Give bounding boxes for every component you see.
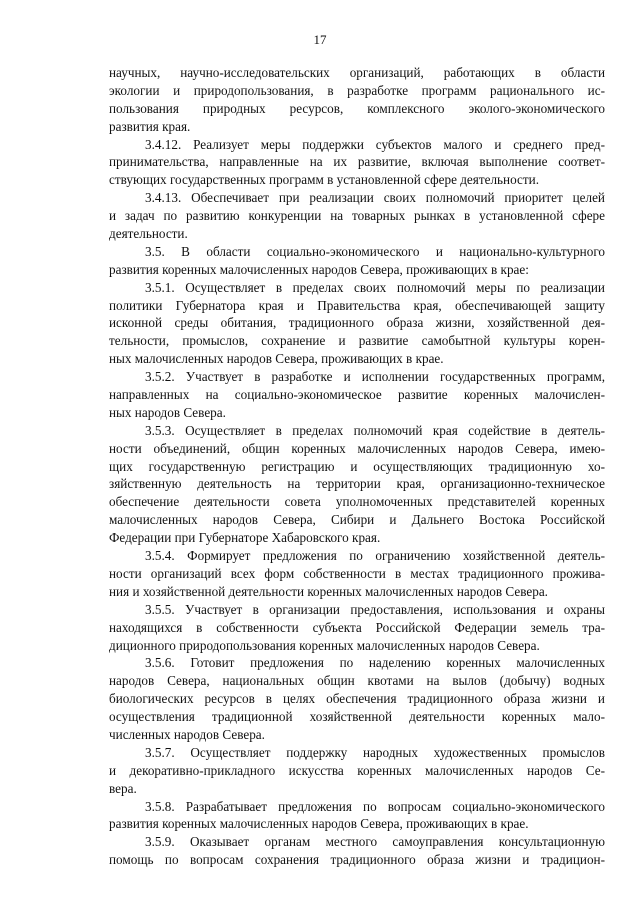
text-line: ных народов Севера. (109, 404, 226, 420)
text-line: численных народов Севера. (109, 726, 265, 742)
text-line: диционного природопользования коренных малочисленных народов Севера. (109, 637, 540, 653)
text-line: пользования природных ресурсов, комплексного эколого-экономического (109, 100, 605, 116)
text-line: 3.5.9. Оказывает органам местного самоуправления консультационную (145, 834, 605, 850)
text-line: ствующих государственных программ в установленной сфере деятельности. (109, 172, 540, 188)
text-line: 3.5.4. Формирует предложения по ограничению хозяйственной деятель- (145, 548, 605, 564)
page-number: 17 (313, 32, 327, 47)
text-line: деятельности. (109, 226, 188, 242)
text-line: 3.5.5. Участвует в организации предоставления, использования и охраны (145, 601, 605, 617)
text-line: ных малочисленных народов Севера, проживающих в крае. (109, 351, 444, 367)
document-body (109, 64, 605, 869)
text-line: и задач по развитию конкуренции на товарных рынках в установленной сфере (109, 208, 605, 224)
text-line: ния и хозяйственной деятельности коренных малочисленных народов Севера. (109, 583, 548, 599)
text-line: малочисленных народов Севера, Сибири и Дальнего Востока Российской (109, 512, 605, 528)
text-line: ности организаций всех форм собственности в местах традиционного прожива- (109, 565, 605, 581)
text-line: обеспечение деятельности совета уполномоченных представителей коренных (109, 494, 605, 510)
text-line: осуществления традиционной хозяйственной деятельности коренных мало- (109, 709, 605, 725)
text-line: 3.5.8. Разрабатывает предложения по вопросам социально-экономического (145, 798, 605, 814)
text-line: зяйственную деятельность на территории края, организационно-техническое (109, 476, 605, 492)
text-line: 3.5.1. Осуществляет в пределах своих полномочий меры по реализации (145, 279, 605, 295)
text-line: 3.5. В области социально-экономического и национально-культурного (145, 243, 605, 259)
text-line: направленных на социально-экономическое развитие коренных малочислен- (109, 387, 605, 403)
text-line: развития коренных малочисленных народов Севера, проживающих в крае: (109, 261, 529, 277)
text-line: биологических ресурсов в целях обеспечения традиционного образа жизни и (109, 691, 605, 707)
text-line: 3.4.13. Обеспечивает при реализации своих полномочий приоритет целей (145, 190, 605, 206)
text-line: 3.5.6. Готовит предложения по наделению коренных малочисленных (145, 655, 605, 671)
text-line: 3.5.3. Осуществляет в пределах полномочий края содействие в деятель- (145, 422, 605, 438)
text-line: исконной среды обитания, традиционного образа жизни, хозяйственной дея- (109, 315, 605, 331)
text-line: щих государственную регистрацию и осуществляющих традиционную хо- (109, 458, 605, 474)
text-line: развития края. (109, 118, 191, 134)
text-line: политики Губернатора края и Правительства края, обеспечивающей защиту (109, 297, 605, 313)
text-line: 3.4.12. Реализует меры поддержки субъектов малого и среднего пред- (145, 136, 605, 152)
text-line: научных, научно-исследовательских организаций, работающих в области (109, 65, 605, 80)
text-line: находящихся в собственности субъекта Российской Федерации земель тра- (109, 619, 605, 635)
text-line: Федерации при Губернаторе Хабаровского края. (109, 530, 381, 546)
text-line: экологии и природопользования, в разработке программ рационального ис- (109, 82, 605, 98)
text-line: 3.5.2. Участвует в разработке и исполнении государственных программ, (145, 369, 605, 385)
text-line: развития коренных малочисленных народов Севера, проживающих в крае. (109, 816, 529, 832)
text-line: принимательства, направленные на их развитие, включая выполнение соответ- (109, 154, 605, 170)
text-line: ности объединений, общин коренных малочисленных народов Севера, имею- (109, 440, 605, 456)
text-line: 3.5.7. Осуществляет поддержку народных художественных промыслов (145, 744, 605, 760)
text-line: народов Севера, национальных общин квотами на вылов (добычу) водных (109, 673, 605, 689)
text-line: тельности, промыслов, сохранение и развитие самобытной культуры корен- (109, 333, 605, 349)
text-line: и декоративно-прикладного искусства коренных малочисленных народов Се- (109, 762, 605, 778)
text-line: помощь по вопросам сохранения традиционного образа жизни и традицион- (109, 852, 605, 868)
text-line: вера. (109, 780, 137, 796)
